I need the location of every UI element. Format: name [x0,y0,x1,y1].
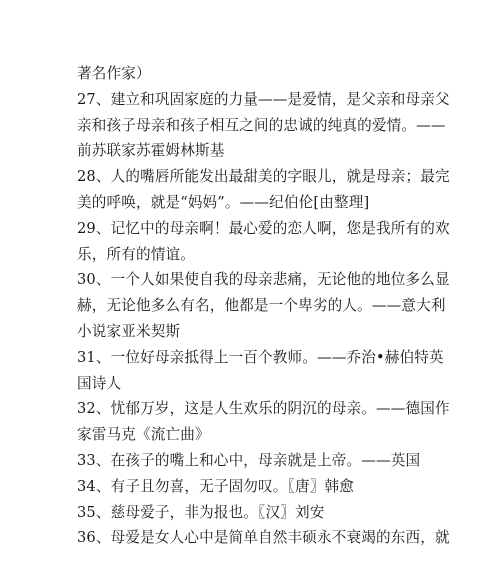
text-line: 亲和孩子母亲和孩子相互之间的忠诚的纯真的爱情。—— [77,116,446,134]
text-line: 小说家亚米契斯 [77,322,181,340]
text-line: 著名作家） [77,65,151,82]
text-line: 32、忧郁万岁，这是人生欢乐的阴沉的母亲。——德国作 [77,400,450,418]
text-line: 美的呼唤，就是“妈妈”。——纪伯伦[由整理] [77,193,370,211]
text-line: 33、在孩子的嘴上和心中，母亲就是上帝。——英国 [77,451,421,469]
text-line: 国诗人 [77,374,122,392]
text-line: 36、母爱是女人心中是简单自然丰硕永不衰竭的东西，就 [77,529,450,547]
text-line: 30、一个人如果使自我的母亲悲痛，无论他的地位多么显 [77,271,450,289]
text-line: 28、人的嘴唇所能发出最甜美的字眼儿，就是母亲；最完 [77,168,450,186]
text-line: 34、有子且勿喜，无子固勿叹。〖唐〗韩愈 [77,477,354,495]
text-line: 29、记忆中的母亲啊！最心爱的恋人啊，您是我所有的欢 [77,219,450,237]
text-line: 35、慈母爱子，非为报也。〖汉〗刘安 [77,503,325,521]
quote-list [77,61,450,551]
text-line: 乐，所有的情谊。 [77,245,195,263]
text-line: 家雷马克《流亡曲》 [77,426,210,444]
text-line: 31、一位好母亲抵得上一百个教师。——乔治•赫伯特英 [77,348,444,366]
text-line: 前苏联家苏霍姆林斯基 [77,142,225,160]
text-line: 赫，无论他多么有名，他都是一个卑劣的人。——意大利 [77,297,446,315]
text-line: 27、建立和巩固家庭的力量——是爱情，是父亲和母亲父 [77,90,450,108]
